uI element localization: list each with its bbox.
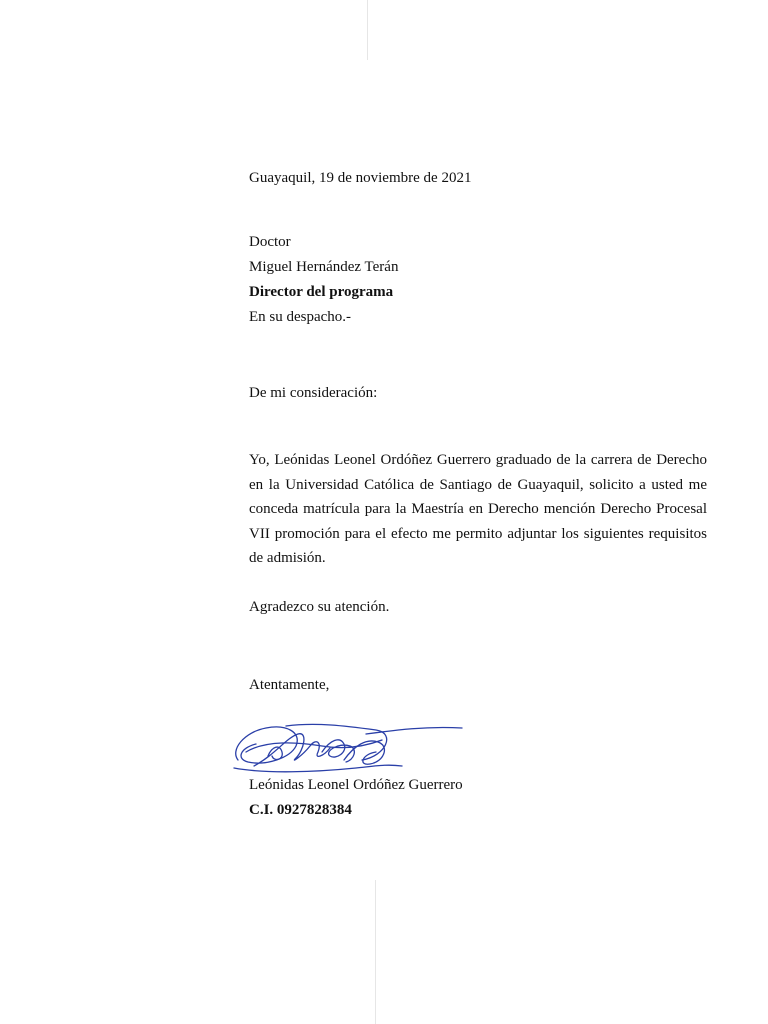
recipient-block [249, 230, 707, 330]
recipient-name: Miguel Hernández Terán [249, 259, 399, 275]
recipient-title: Doctor [249, 234, 291, 250]
signer-block [249, 773, 463, 823]
signer-id: C.I. 0927828384 [249, 802, 352, 818]
signer-name: Leónidas Leonel Ordóñez Guerrero [249, 777, 463, 793]
letter-greeting: De mi consideración: [249, 385, 378, 401]
letter-closing: Atentamente, [249, 677, 330, 693]
letter-thanks: Agradezco su atención. [249, 599, 390, 615]
recipient-location: En su despacho.- [249, 309, 352, 325]
letter-body: Yo, Leónidas Leonel Ordóñez Guerrero graduado de la carrera de Derecho en la Universidad Católica de Santiago de Guayaquil, solicito a usted me conceda matrícula para la Maestría en Derecho mención Derecho Procesal VII promoción para el efecto me permito adjuntar los siguientes requisitos de admisión. [249, 452, 707, 567]
letter-date: Guayaquil, 19 de noviembre de 2021 [249, 170, 472, 186]
recipient-position: Director del programa [249, 284, 394, 300]
scan-fold-line-top [367, 0, 368, 60]
scan-fold-line-bottom [375, 880, 376, 1024]
handwritten-signature [226, 716, 466, 780]
